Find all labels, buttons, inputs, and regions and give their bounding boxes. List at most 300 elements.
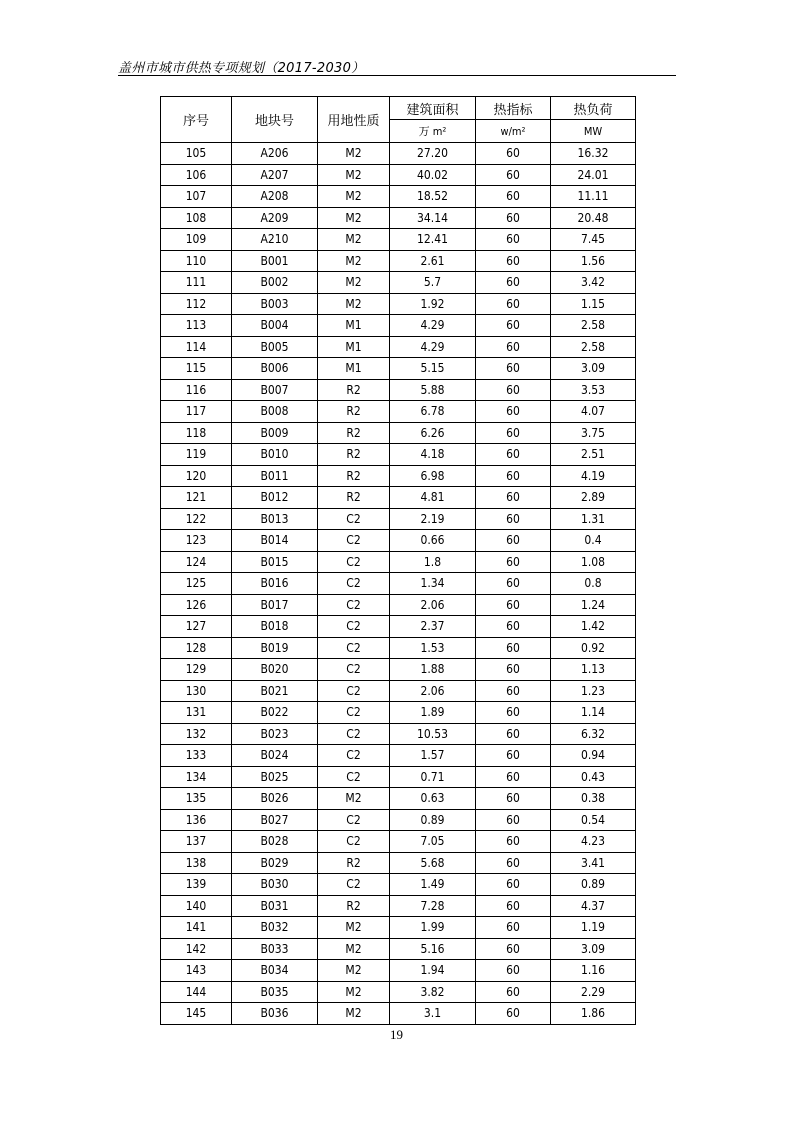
cell-heat-load: 1.56 xyxy=(551,250,636,272)
cell-seq: 138 xyxy=(161,852,232,874)
table-row xyxy=(161,788,636,810)
table-row xyxy=(161,508,636,530)
cell-area: 1.57 xyxy=(390,745,476,767)
cell-seq: 131 xyxy=(161,702,232,724)
cell-seq: 124 xyxy=(161,551,232,573)
cell-heat-load: 20.48 xyxy=(551,207,636,229)
cell-heat-load: 1.14 xyxy=(551,702,636,724)
table-row xyxy=(161,207,636,229)
cell-plot: B021 xyxy=(232,680,318,702)
cell-area: 1.89 xyxy=(390,702,476,724)
cell-heat-index: 60 xyxy=(476,960,551,982)
cell-seq: 118 xyxy=(161,422,232,444)
cell-seq: 137 xyxy=(161,831,232,853)
cell-area: 0.89 xyxy=(390,809,476,831)
cell-area: 12.41 xyxy=(390,229,476,251)
cell-plot: A206 xyxy=(232,143,318,165)
cell-seq: 136 xyxy=(161,809,232,831)
cell-land-use: R2 xyxy=(318,895,390,917)
cell-plot: A207 xyxy=(232,164,318,186)
cell-heat-index: 60 xyxy=(476,895,551,917)
cell-heat-load: 4.23 xyxy=(551,831,636,853)
cell-seq: 143 xyxy=(161,960,232,982)
cell-seq: 115 xyxy=(161,358,232,380)
cell-heat-index: 60 xyxy=(476,874,551,896)
cell-heat-index: 60 xyxy=(476,917,551,939)
cell-area: 10.53 xyxy=(390,723,476,745)
table-body xyxy=(161,143,636,1025)
cell-plot: B024 xyxy=(232,745,318,767)
table-row xyxy=(161,530,636,552)
cell-plot: B032 xyxy=(232,917,318,939)
cell-plot: B004 xyxy=(232,315,318,337)
cell-heat-index: 60 xyxy=(476,229,551,251)
cell-heat-load: 24.01 xyxy=(551,164,636,186)
cell-plot: A209 xyxy=(232,207,318,229)
cell-land-use: M2 xyxy=(318,981,390,1003)
cell-heat-index: 60 xyxy=(476,164,551,186)
cell-plot: B016 xyxy=(232,573,318,595)
cell-land-use: M2 xyxy=(318,960,390,982)
table-row xyxy=(161,229,636,251)
cell-area: 1.92 xyxy=(390,293,476,315)
cell-land-use: C2 xyxy=(318,831,390,853)
cell-plot: B010 xyxy=(232,444,318,466)
cell-land-use: C2 xyxy=(318,702,390,724)
cell-heat-index: 60 xyxy=(476,422,551,444)
cell-heat-load: 0.38 xyxy=(551,788,636,810)
cell-heat-load: 2.29 xyxy=(551,981,636,1003)
table-row xyxy=(161,637,636,659)
cell-seq: 109 xyxy=(161,229,232,251)
cell-plot: B001 xyxy=(232,250,318,272)
cell-seq: 128 xyxy=(161,637,232,659)
table-row xyxy=(161,186,636,208)
cell-heat-load: 1.86 xyxy=(551,1003,636,1025)
cell-land-use: C2 xyxy=(318,659,390,681)
cell-heat-index: 60 xyxy=(476,1003,551,1025)
cell-heat-index: 60 xyxy=(476,508,551,530)
cell-land-use: C2 xyxy=(318,594,390,616)
cell-seq: 141 xyxy=(161,917,232,939)
cell-area: 0.63 xyxy=(390,788,476,810)
cell-heat-index: 60 xyxy=(476,831,551,853)
cell-land-use: M2 xyxy=(318,938,390,960)
cell-plot: B033 xyxy=(232,938,318,960)
table-row xyxy=(161,659,636,681)
cell-seq: 106 xyxy=(161,164,232,186)
cell-heat-load: 0.43 xyxy=(551,766,636,788)
cell-heat-load: 0.94 xyxy=(551,745,636,767)
cell-heat-load: 1.13 xyxy=(551,659,636,681)
table-row xyxy=(161,293,636,315)
cell-heat-load: 1.15 xyxy=(551,293,636,315)
cell-plot: B035 xyxy=(232,981,318,1003)
cell-heat-load: 0.4 xyxy=(551,530,636,552)
cell-area: 0.71 xyxy=(390,766,476,788)
cell-seq: 145 xyxy=(161,1003,232,1025)
cell-area: 1.8 xyxy=(390,551,476,573)
cell-plot: B036 xyxy=(232,1003,318,1025)
table-row xyxy=(161,143,636,165)
cell-plot: B034 xyxy=(232,960,318,982)
cell-seq: 135 xyxy=(161,788,232,810)
cell-land-use: R2 xyxy=(318,401,390,423)
table-row xyxy=(161,465,636,487)
cell-heat-load: 0.89 xyxy=(551,874,636,896)
table-row xyxy=(161,917,636,939)
cell-heat-index: 60 xyxy=(476,766,551,788)
cell-plot: B019 xyxy=(232,637,318,659)
cell-heat-index: 60 xyxy=(476,594,551,616)
cell-area: 3.82 xyxy=(390,981,476,1003)
heat-load-table xyxy=(160,96,636,1025)
cell-area: 4.18 xyxy=(390,444,476,466)
table-row xyxy=(161,250,636,272)
cell-seq: 105 xyxy=(161,143,232,165)
cell-plot: A210 xyxy=(232,229,318,251)
table-row xyxy=(161,594,636,616)
column-header-heat-load: 热负荷 xyxy=(551,97,636,120)
cell-area: 34.14 xyxy=(390,207,476,229)
cell-heat-index: 60 xyxy=(476,680,551,702)
cell-plot: B023 xyxy=(232,723,318,745)
cell-seq: 142 xyxy=(161,938,232,960)
cell-seq: 132 xyxy=(161,723,232,745)
cell-seq: 114 xyxy=(161,336,232,358)
cell-plot: B020 xyxy=(232,659,318,681)
cell-area: 1.34 xyxy=(390,573,476,595)
cell-seq: 134 xyxy=(161,766,232,788)
cell-plot: B013 xyxy=(232,508,318,530)
cell-land-use: M2 xyxy=(318,293,390,315)
cell-land-use: C2 xyxy=(318,809,390,831)
cell-land-use: M2 xyxy=(318,250,390,272)
cell-seq: 130 xyxy=(161,680,232,702)
cell-land-use: C2 xyxy=(318,616,390,638)
cell-heat-load: 1.24 xyxy=(551,594,636,616)
table-row xyxy=(161,573,636,595)
cell-heat-load: 4.07 xyxy=(551,401,636,423)
cell-area: 18.52 xyxy=(390,186,476,208)
cell-heat-index: 60 xyxy=(476,186,551,208)
cell-heat-load: 3.53 xyxy=(551,379,636,401)
cell-seq: 113 xyxy=(161,315,232,337)
cell-heat-index: 60 xyxy=(476,358,551,380)
unit-heat-load: MW xyxy=(551,120,636,143)
cell-heat-load: 0.92 xyxy=(551,637,636,659)
table-row xyxy=(161,702,636,724)
cell-area: 7.05 xyxy=(390,831,476,853)
cell-land-use: M1 xyxy=(318,336,390,358)
cell-heat-load: 7.45 xyxy=(551,229,636,251)
cell-land-use: R2 xyxy=(318,852,390,874)
cell-land-use: M2 xyxy=(318,186,390,208)
cell-area: 2.06 xyxy=(390,594,476,616)
cell-plot: B028 xyxy=(232,831,318,853)
cell-heat-index: 60 xyxy=(476,379,551,401)
cell-heat-load: 1.31 xyxy=(551,508,636,530)
cell-land-use: R2 xyxy=(318,444,390,466)
cell-land-use: M2 xyxy=(318,143,390,165)
cell-area: 5.88 xyxy=(390,379,476,401)
cell-heat-index: 60 xyxy=(476,702,551,724)
cell-plot: B006 xyxy=(232,358,318,380)
cell-land-use: M1 xyxy=(318,315,390,337)
cell-area: 40.02 xyxy=(390,164,476,186)
cell-heat-index: 60 xyxy=(476,315,551,337)
table-row xyxy=(161,401,636,423)
cell-heat-index: 60 xyxy=(476,637,551,659)
table-row xyxy=(161,336,636,358)
cell-plot: B002 xyxy=(232,272,318,294)
cell-area: 1.49 xyxy=(390,874,476,896)
cell-seq: 139 xyxy=(161,874,232,896)
cell-area: 27.20 xyxy=(390,143,476,165)
cell-area: 6.78 xyxy=(390,401,476,423)
cell-seq: 125 xyxy=(161,573,232,595)
cell-area: 3.1 xyxy=(390,1003,476,1025)
cell-seq: 129 xyxy=(161,659,232,681)
cell-heat-load: 3.09 xyxy=(551,358,636,380)
cell-plot: B015 xyxy=(232,551,318,573)
column-header-seq: 序号 xyxy=(161,97,232,143)
table-header xyxy=(161,97,636,143)
cell-plot: B029 xyxy=(232,852,318,874)
cell-land-use: R2 xyxy=(318,379,390,401)
table-row xyxy=(161,379,636,401)
column-header-heat-index: 热指标 xyxy=(476,97,551,120)
cell-heat-load: 1.08 xyxy=(551,551,636,573)
cell-plot: B012 xyxy=(232,487,318,509)
table-row xyxy=(161,616,636,638)
cell-area: 4.29 xyxy=(390,315,476,337)
table-row xyxy=(161,1003,636,1025)
cell-heat-index: 60 xyxy=(476,487,551,509)
cell-plot: B022 xyxy=(232,702,318,724)
cell-heat-load: 4.19 xyxy=(551,465,636,487)
cell-plot: B008 xyxy=(232,401,318,423)
cell-plot: A208 xyxy=(232,186,318,208)
cell-land-use: M2 xyxy=(318,164,390,186)
cell-heat-index: 60 xyxy=(476,745,551,767)
cell-land-use: C2 xyxy=(318,530,390,552)
cell-heat-load: 2.89 xyxy=(551,487,636,509)
cell-heat-index: 60 xyxy=(476,809,551,831)
cell-plot: B018 xyxy=(232,616,318,638)
cell-heat-load: 1.42 xyxy=(551,616,636,638)
cell-area: 5.15 xyxy=(390,358,476,380)
cell-plot: B030 xyxy=(232,874,318,896)
cell-heat-index: 60 xyxy=(476,852,551,874)
cell-heat-load: 1.23 xyxy=(551,680,636,702)
cell-area: 6.98 xyxy=(390,465,476,487)
cell-area: 0.66 xyxy=(390,530,476,552)
cell-land-use: C2 xyxy=(318,637,390,659)
table-row xyxy=(161,315,636,337)
cell-seq: 144 xyxy=(161,981,232,1003)
table-row xyxy=(161,745,636,767)
cell-seq: 123 xyxy=(161,530,232,552)
cell-plot: B031 xyxy=(232,895,318,917)
cell-area: 5.16 xyxy=(390,938,476,960)
cell-land-use: M2 xyxy=(318,1003,390,1025)
table-row xyxy=(161,422,636,444)
cell-heat-index: 60 xyxy=(476,401,551,423)
table-row xyxy=(161,809,636,831)
table-row xyxy=(161,164,636,186)
cell-heat-index: 60 xyxy=(476,143,551,165)
cell-land-use: M2 xyxy=(318,229,390,251)
cell-area: 4.29 xyxy=(390,336,476,358)
cell-plot: B014 xyxy=(232,530,318,552)
cell-land-use: C2 xyxy=(318,680,390,702)
column-header-area: 建筑面积 xyxy=(390,97,476,120)
cell-land-use: R2 xyxy=(318,465,390,487)
cell-land-use: M1 xyxy=(318,358,390,380)
cell-plot: B026 xyxy=(232,788,318,810)
cell-heat-index: 60 xyxy=(476,272,551,294)
cell-land-use: C2 xyxy=(318,766,390,788)
cell-land-use: R2 xyxy=(318,487,390,509)
table-row xyxy=(161,852,636,874)
table-row xyxy=(161,680,636,702)
cell-heat-load: 3.75 xyxy=(551,422,636,444)
cell-heat-load: 0.8 xyxy=(551,573,636,595)
cell-heat-load: 16.32 xyxy=(551,143,636,165)
document-header-title: 盖州市城市供热专项规划（2017-2030） xyxy=(118,61,365,76)
cell-area: 1.94 xyxy=(390,960,476,982)
unit-area: 万 m² xyxy=(390,120,476,143)
cell-heat-load: 1.19 xyxy=(551,917,636,939)
cell-land-use: C2 xyxy=(318,508,390,530)
cell-area: 2.61 xyxy=(390,250,476,272)
cell-plot: B003 xyxy=(232,293,318,315)
cell-heat-index: 60 xyxy=(476,465,551,487)
cell-heat-index: 60 xyxy=(476,788,551,810)
cell-area: 7.28 xyxy=(390,895,476,917)
cell-area: 5.7 xyxy=(390,272,476,294)
cell-land-use: M2 xyxy=(318,207,390,229)
cell-heat-index: 60 xyxy=(476,530,551,552)
cell-heat-load: 2.58 xyxy=(551,336,636,358)
cell-seq: 119 xyxy=(161,444,232,466)
cell-land-use: M2 xyxy=(318,917,390,939)
cell-area: 2.19 xyxy=(390,508,476,530)
cell-seq: 111 xyxy=(161,272,232,294)
cell-heat-load: 3.42 xyxy=(551,272,636,294)
cell-heat-load: 3.41 xyxy=(551,852,636,874)
cell-area: 6.26 xyxy=(390,422,476,444)
cell-heat-load: 2.51 xyxy=(551,444,636,466)
cell-seq: 116 xyxy=(161,379,232,401)
cell-land-use: C2 xyxy=(318,551,390,573)
cell-seq: 117 xyxy=(161,401,232,423)
cell-seq: 112 xyxy=(161,293,232,315)
cell-area: 4.81 xyxy=(390,487,476,509)
cell-plot: B009 xyxy=(232,422,318,444)
cell-area: 2.37 xyxy=(390,616,476,638)
column-header-plot: 地块号 xyxy=(232,97,318,143)
page-number: 19 xyxy=(390,1027,403,1042)
cell-land-use: C2 xyxy=(318,874,390,896)
cell-heat-index: 60 xyxy=(476,444,551,466)
table-row xyxy=(161,444,636,466)
unit-heat-index: w/m² xyxy=(476,120,551,143)
cell-heat-index: 60 xyxy=(476,938,551,960)
cell-area: 1.53 xyxy=(390,637,476,659)
cell-area: 1.99 xyxy=(390,917,476,939)
table-row xyxy=(161,487,636,509)
cell-seq: 108 xyxy=(161,207,232,229)
cell-heat-load: 3.09 xyxy=(551,938,636,960)
cell-heat-index: 60 xyxy=(476,616,551,638)
cell-heat-index: 60 xyxy=(476,207,551,229)
cell-seq: 121 xyxy=(161,487,232,509)
cell-land-use: M2 xyxy=(318,272,390,294)
cell-land-use: C2 xyxy=(318,573,390,595)
cell-plot: B005 xyxy=(232,336,318,358)
cell-heat-index: 60 xyxy=(476,293,551,315)
table-row xyxy=(161,272,636,294)
cell-seq: 107 xyxy=(161,186,232,208)
table-row xyxy=(161,960,636,982)
cell-heat-index: 60 xyxy=(476,573,551,595)
cell-area: 2.06 xyxy=(390,680,476,702)
table-row xyxy=(161,981,636,1003)
cell-heat-index: 60 xyxy=(476,250,551,272)
cell-plot: B025 xyxy=(232,766,318,788)
cell-plot: B017 xyxy=(232,594,318,616)
table-row xyxy=(161,895,636,917)
cell-heat-load: 11.11 xyxy=(551,186,636,208)
cell-land-use: M2 xyxy=(318,788,390,810)
cell-heat-load: 2.58 xyxy=(551,315,636,337)
cell-area: 5.68 xyxy=(390,852,476,874)
cell-heat-index: 60 xyxy=(476,551,551,573)
cell-seq: 126 xyxy=(161,594,232,616)
cell-plot: B007 xyxy=(232,379,318,401)
cell-heat-load: 6.32 xyxy=(551,723,636,745)
table-row xyxy=(161,831,636,853)
cell-land-use: R2 xyxy=(318,422,390,444)
cell-seq: 122 xyxy=(161,508,232,530)
table-row xyxy=(161,551,636,573)
cell-plot: B027 xyxy=(232,809,318,831)
table-row xyxy=(161,874,636,896)
cell-heat-load: 1.16 xyxy=(551,960,636,982)
cell-seq: 110 xyxy=(161,250,232,272)
table-row xyxy=(161,938,636,960)
cell-heat-index: 60 xyxy=(476,336,551,358)
cell-land-use: C2 xyxy=(318,723,390,745)
table-row xyxy=(161,766,636,788)
cell-heat-load: 4.37 xyxy=(551,895,636,917)
cell-area: 1.88 xyxy=(390,659,476,681)
cell-seq: 140 xyxy=(161,895,232,917)
cell-seq: 120 xyxy=(161,465,232,487)
cell-seq: 133 xyxy=(161,745,232,767)
table-row xyxy=(161,723,636,745)
cell-heat-index: 60 xyxy=(476,981,551,1003)
cell-heat-index: 60 xyxy=(476,723,551,745)
cell-land-use: C2 xyxy=(318,745,390,767)
cell-plot: B011 xyxy=(232,465,318,487)
header-divider xyxy=(118,75,676,76)
cell-heat-load: 0.54 xyxy=(551,809,636,831)
cell-heat-index: 60 xyxy=(476,659,551,681)
table-row xyxy=(161,358,636,380)
